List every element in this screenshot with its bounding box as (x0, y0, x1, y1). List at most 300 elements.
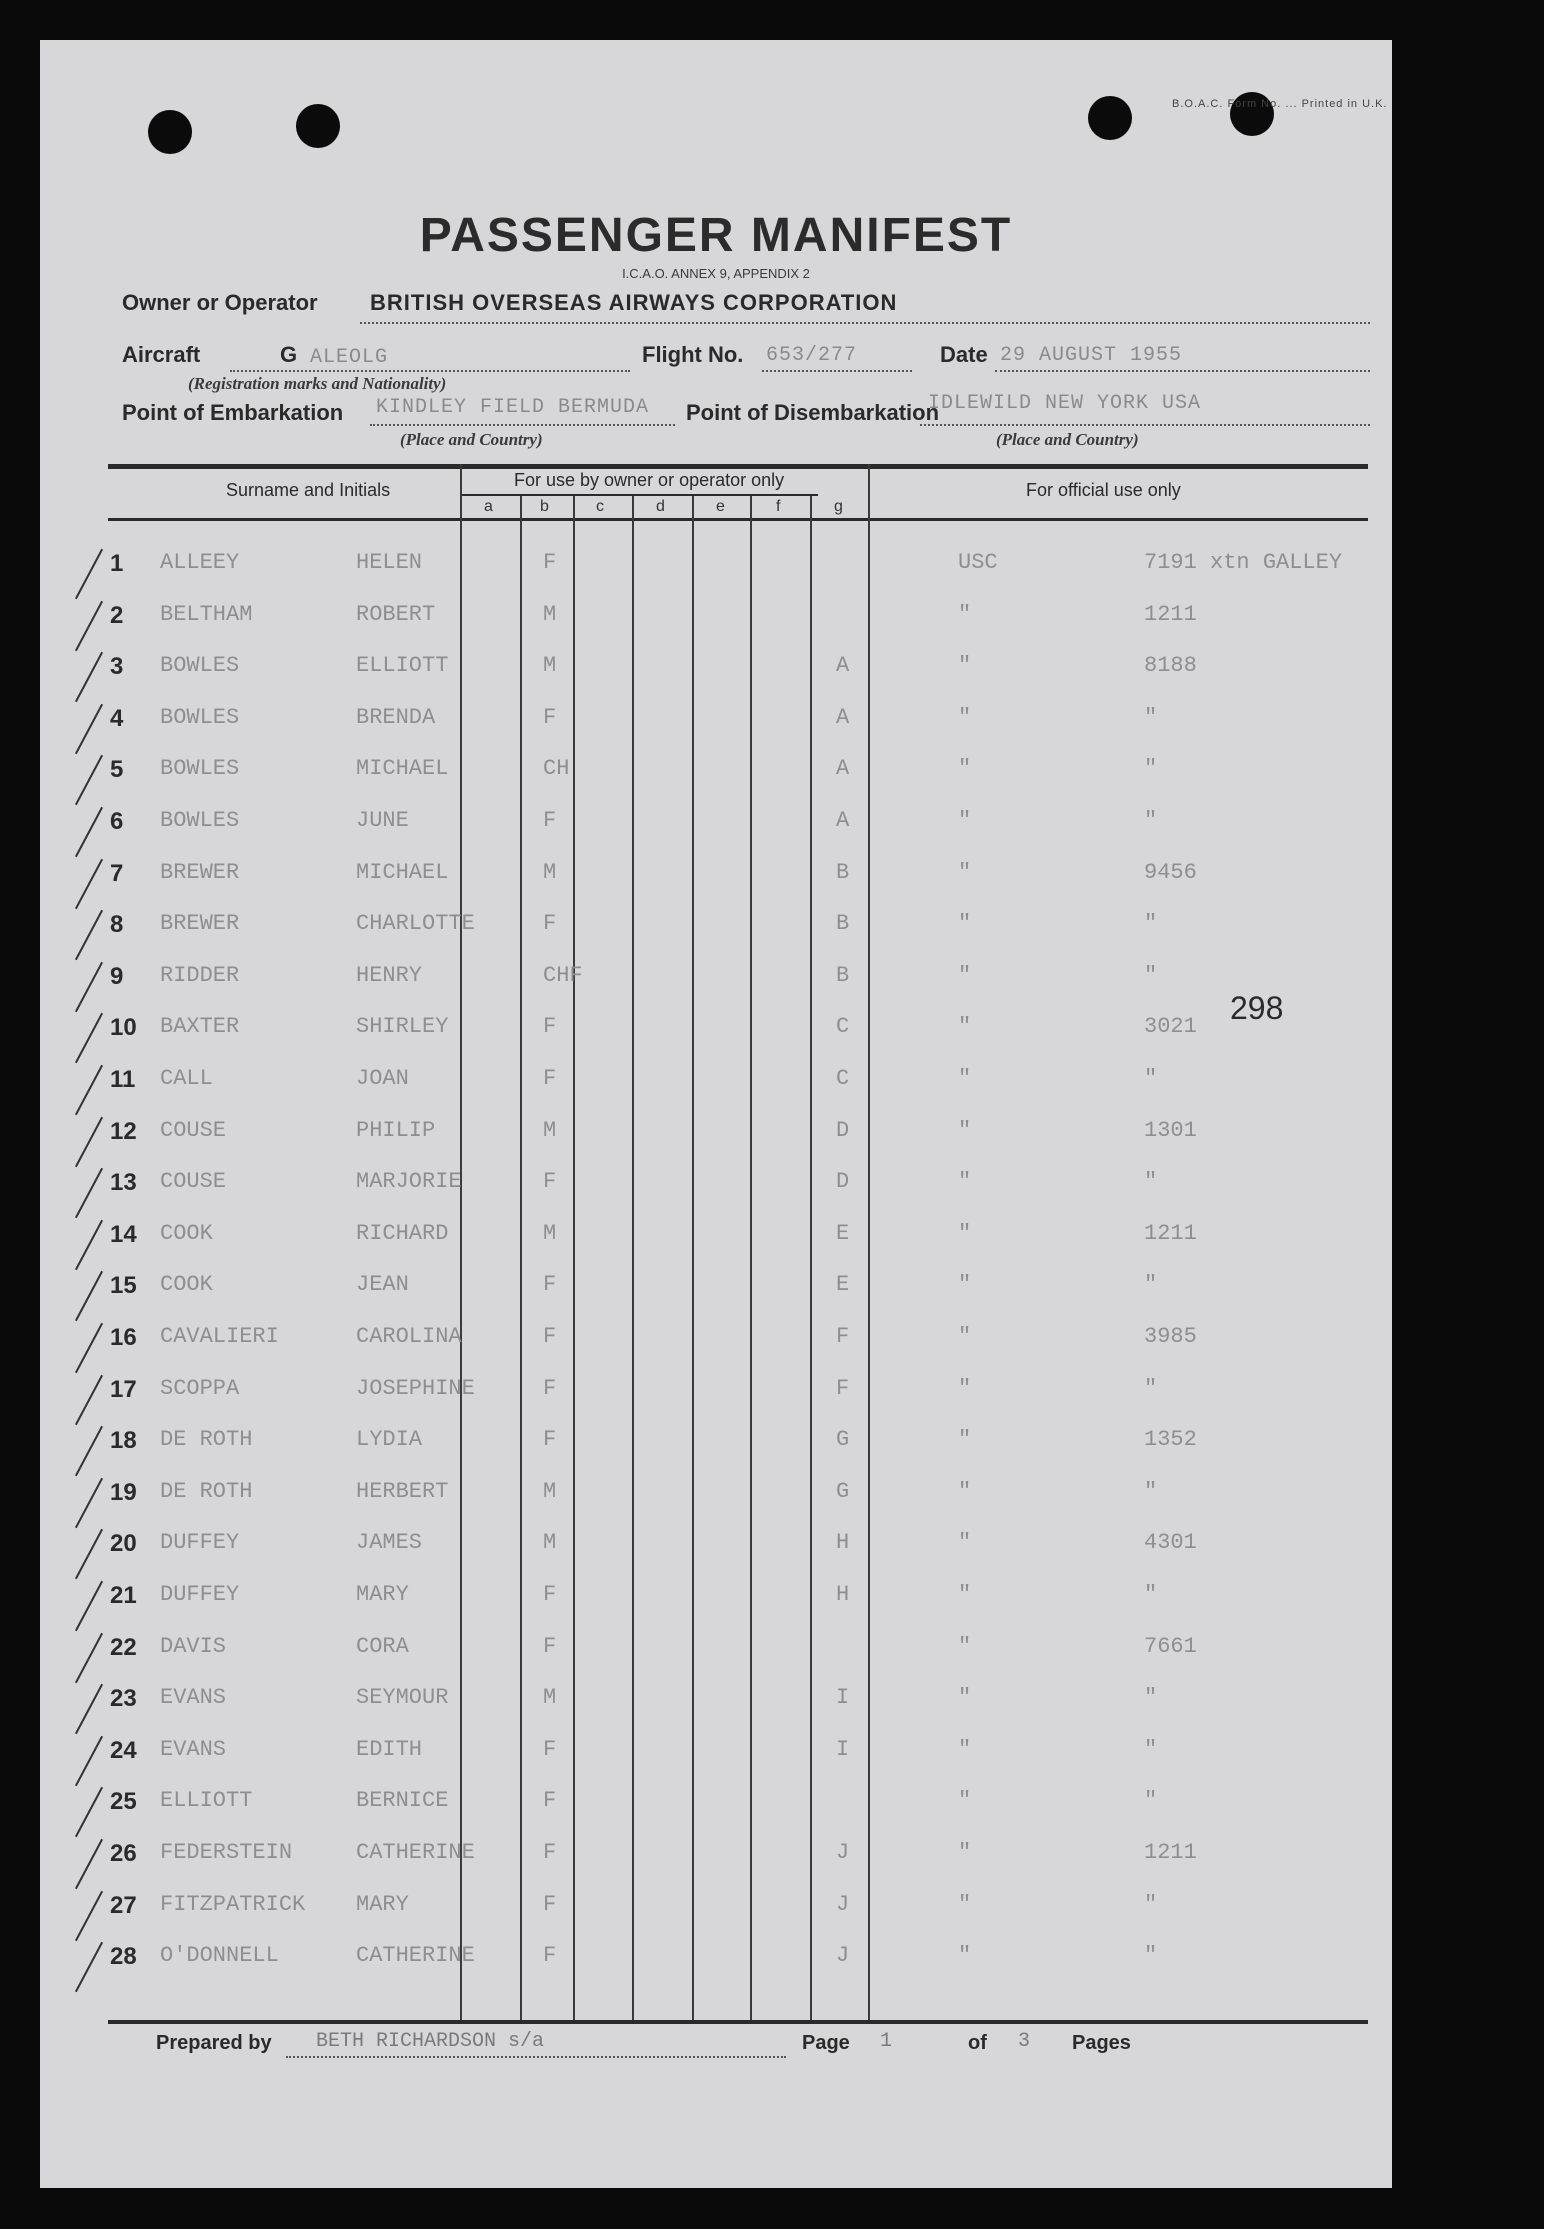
col-d: d (656, 498, 665, 515)
given-name: CHARLOTTE (356, 911, 475, 937)
given-name: JAMES (356, 1530, 423, 1556)
sex: M (543, 1220, 557, 1246)
sex: F (543, 1891, 557, 1917)
official-ref: " (1144, 1891, 1158, 1917)
row-number: 12 (110, 1117, 137, 1145)
date-label: Date (940, 342, 988, 367)
col-f-value: I (836, 1736, 850, 1762)
col-f-value: C (836, 1066, 850, 1091)
surname: EVANS (160, 1685, 227, 1711)
official-ref: " (1144, 1272, 1158, 1298)
official-code: " (958, 704, 972, 730)
official-code: " (958, 962, 972, 988)
check-mark (75, 1013, 103, 1063)
official-code: " (958, 1633, 972, 1659)
col-f-value: A (836, 653, 850, 679)
disembarkation-hint: (Place and Country) (996, 430, 1139, 449)
check-mark (75, 1890, 103, 1940)
disembarkation-value: IDLEWILD NEW YORK USA (928, 392, 1202, 415)
official-ref: " (1144, 1169, 1158, 1195)
passenger-row (40, 1582, 1392, 1634)
official-code: " (958, 1736, 972, 1762)
check-mark (75, 1426, 103, 1476)
row-number: 20 (110, 1530, 137, 1558)
surname: BOWLES (160, 756, 240, 782)
surname: COOK (160, 1272, 213, 1298)
passenger-row (40, 808, 1392, 860)
given-name: LYDIA (356, 1427, 423, 1453)
owner-subhead-rule (460, 494, 818, 496)
check-mark (75, 1323, 103, 1373)
page-subtitle: I.C.A.O. ANNEX 9, APPENDIX 2 (622, 266, 810, 281)
owner-label: Owner or Operator (122, 290, 318, 315)
official-ref: " (1144, 911, 1158, 937)
sex: F (543, 1943, 557, 1969)
col-f-value: G (836, 1478, 850, 1504)
sex: F (543, 1736, 557, 1762)
surname-header: Surname and Initials (226, 480, 391, 500)
aircraft-underline (230, 370, 630, 372)
official-ref: " (1144, 1685, 1158, 1711)
sex: F (543, 1375, 557, 1401)
col-f-value: I (836, 1685, 850, 1711)
official-ref: " (1144, 756, 1158, 782)
check-mark (75, 962, 103, 1012)
col-b: b (540, 498, 549, 515)
row-number: 17 (110, 1375, 137, 1403)
given-name: RICHARD (356, 1220, 449, 1246)
sex: F (543, 1324, 557, 1349)
passenger-row (40, 705, 1392, 757)
passenger-row (40, 653, 1392, 705)
passenger-row (40, 1634, 1392, 1686)
official-code: " (958, 1685, 972, 1711)
check-mark (75, 1271, 103, 1321)
passenger-row (40, 1014, 1392, 1066)
official-ref: " (1144, 1478, 1158, 1504)
date-value: 29 AUGUST 1955 (1000, 344, 1183, 367)
official-ref: " (1144, 962, 1158, 988)
passenger-row (40, 602, 1392, 654)
official-code: " (958, 1840, 972, 1865)
passenger-row (40, 1788, 1392, 1840)
owner-header: For use by owner or operator only (514, 470, 785, 490)
given-name: JOAN (356, 1066, 409, 1091)
official-ref: 1301 (1144, 1117, 1197, 1143)
page-value: 1 (880, 2030, 893, 2053)
surname: COUSE (160, 1117, 227, 1143)
check-mark (75, 1529, 103, 1579)
given-name: CAROLINA (356, 1324, 462, 1349)
official-ref: 8188 (1144, 653, 1197, 679)
row-number: 26 (110, 1840, 137, 1867)
row-number: 9 (110, 962, 124, 990)
page-title: PASSENGER MANIFEST (419, 209, 1013, 262)
embarkation-label: Point of Embarkation (122, 400, 344, 425)
margin-note: 298 (1230, 990, 1284, 1026)
sex: F (543, 911, 557, 937)
official-ref: " (1144, 704, 1158, 730)
check-mark (75, 1478, 103, 1528)
flight-value: 653/277 (766, 344, 858, 367)
col-e: e (716, 498, 725, 515)
given-name: BERNICE (356, 1788, 449, 1814)
passenger-row (40, 1737, 1392, 1789)
total-value: 3 (1018, 2030, 1031, 2053)
passenger-row (40, 963, 1392, 1015)
official-code: " (958, 1375, 972, 1401)
col-f-value: A (836, 808, 850, 833)
surname: COOK (160, 1220, 213, 1246)
col-c: c (596, 498, 604, 515)
official-ref: 1211 (1144, 601, 1197, 627)
col-f-value: J (836, 1891, 850, 1917)
row-number: 10 (110, 1014, 137, 1042)
row-number: 15 (110, 1272, 137, 1300)
row-number: 28 (110, 1943, 137, 1971)
sex: CHF (543, 962, 583, 988)
given-name: MARJORIE (356, 1169, 462, 1195)
official-ref: " (1144, 1582, 1158, 1607)
sex: F (543, 550, 557, 575)
disembarkation-label: Point of Disembarkation (686, 400, 940, 425)
given-name: HENRY (356, 962, 423, 988)
row-number: 23 (110, 1685, 137, 1713)
given-name: SHIRLEY (356, 1014, 449, 1040)
check-mark (75, 1581, 103, 1631)
surname: DE ROTH (160, 1478, 253, 1504)
page-label: Page (802, 2032, 850, 2054)
check-mark (75, 600, 103, 650)
col-f-value: H (836, 1582, 850, 1607)
col-f-value: J (836, 1943, 850, 1969)
aircraft-label: Aircraft (122, 342, 201, 367)
official-ref: 7191 xtn GALLEY (1144, 550, 1343, 575)
row-number: 5 (110, 756, 124, 784)
surname: BREWER (160, 911, 240, 937)
aircraft-value: G (280, 342, 299, 367)
surname: COUSE (160, 1169, 227, 1195)
official-ref: 3985 (1144, 1324, 1197, 1349)
sex: M (543, 859, 557, 885)
embarkation-underline (370, 424, 675, 426)
row-number: 16 (110, 1324, 137, 1351)
given-name: BRENDA (356, 704, 436, 730)
official-code: " (958, 1788, 972, 1814)
surname: BOWLES (160, 653, 240, 679)
disembarkation-underline (920, 424, 1370, 426)
col-f-value: E (836, 1220, 850, 1246)
official-ref: " (1144, 1943, 1158, 1969)
check-mark (75, 549, 103, 599)
official-code: " (958, 859, 972, 885)
check-mark (75, 1684, 103, 1734)
official-code: " (958, 1272, 972, 1298)
col-f-value: D (836, 1117, 850, 1143)
sex: M (543, 1685, 557, 1711)
official-code: " (958, 1427, 972, 1453)
sex: F (543, 1427, 557, 1453)
sex: M (543, 653, 557, 679)
col-f-value: E (836, 1272, 850, 1298)
sex: F (543, 1014, 557, 1040)
prepared-value: BETH RICHARDSON s/a (316, 2030, 545, 2053)
aircraft-filled: ALEOLG (310, 346, 389, 369)
passenger-row (40, 1221, 1392, 1273)
punch-hole-1 (148, 110, 192, 154)
flight-label: Flight No. (642, 342, 744, 367)
surname: DUFFEY (160, 1530, 240, 1556)
surname: FITZPATRICK (160, 1891, 306, 1917)
check-mark (75, 1168, 103, 1218)
official-code: " (958, 1324, 972, 1349)
official-ref: 3021 (1144, 1014, 1197, 1040)
check-mark (75, 807, 103, 857)
official-code: " (958, 1478, 972, 1504)
given-name: SEYMOUR (356, 1685, 449, 1711)
col-f: f (776, 498, 781, 515)
check-mark (75, 1736, 103, 1786)
passenger-row (40, 1324, 1392, 1376)
passenger-row (40, 1840, 1392, 1892)
manifest-page (40, 40, 1392, 2188)
passenger-row (40, 1169, 1392, 1221)
sex: F (543, 808, 557, 833)
pages-label: Pages (1072, 2032, 1131, 2054)
official-ref: " (1144, 1788, 1158, 1814)
passenger-row (40, 756, 1392, 808)
given-name: MARY (356, 1891, 409, 1917)
col-f-value: B (836, 911, 850, 937)
check-mark (75, 1116, 103, 1166)
given-name: MARY (356, 1582, 409, 1607)
check-mark (75, 1787, 103, 1837)
sex: F (543, 1272, 557, 1298)
row-number: 4 (110, 704, 124, 732)
col-a: a (484, 498, 493, 515)
passenger-row (40, 1118, 1392, 1170)
passenger-row (40, 1376, 1392, 1428)
date-underline (995, 370, 1370, 372)
row-number: 21 (110, 1582, 137, 1609)
given-name: EDITH (356, 1736, 423, 1762)
col-f-value: B (836, 859, 850, 885)
official-ref: 1211 (1144, 1220, 1197, 1246)
row-number: 22 (110, 1633, 137, 1661)
given-name: ELLIOTT (356, 653, 449, 679)
check-mark (75, 910, 103, 960)
sex: F (543, 1066, 557, 1091)
punch-hole-3 (1088, 96, 1132, 140)
official-ref: " (1144, 1375, 1158, 1401)
official-ref: " (1144, 1736, 1158, 1762)
official-code: " (958, 1530, 972, 1556)
col-g: g (834, 498, 843, 515)
col-f-value: J (836, 1840, 850, 1865)
surname: BELTHAM (160, 601, 253, 627)
col-f-value: H (836, 1530, 850, 1556)
official-code: " (958, 601, 972, 627)
passenger-row (40, 550, 1392, 602)
official-header: For official use only (1026, 480, 1181, 500)
surname: DUFFEY (160, 1582, 240, 1607)
official-ref: " (1144, 1066, 1158, 1091)
official-ref: 1352 (1144, 1427, 1197, 1453)
official-code: " (958, 911, 972, 937)
prepared-label: Prepared by (156, 2032, 272, 2054)
row-number: 24 (110, 1736, 137, 1764)
row-number: 1 (110, 550, 124, 577)
sex: M (543, 1478, 557, 1504)
table-bottom-rule (108, 2020, 1368, 2024)
row-number: 18 (110, 1427, 137, 1455)
official-ref: 7661 (1144, 1633, 1197, 1659)
given-name: HERBERT (356, 1478, 449, 1504)
embarkation-hint: (Place and Country) (400, 430, 543, 449)
given-name: JOSEPHINE (356, 1375, 475, 1401)
form-code: B.O.A.C. Form No. ... Printed in U.K. (1172, 98, 1388, 110)
check-mark (75, 1374, 103, 1424)
row-number: 25 (110, 1788, 137, 1816)
official-ref: " (1144, 808, 1158, 833)
official-code: " (958, 1582, 972, 1607)
embarkation-value: KINDLEY FIELD BERMUDA (376, 396, 650, 419)
surname: BREWER (160, 859, 240, 885)
sex: M (543, 1117, 557, 1143)
row-number: 7 (110, 859, 124, 887)
col-f-value: D (836, 1169, 850, 1195)
official-code: " (958, 1943, 972, 1969)
row-number: 14 (110, 1220, 137, 1248)
table-top-rule (108, 464, 1368, 469)
row-number: 8 (110, 911, 124, 939)
passenger-row (40, 911, 1392, 963)
official-code: " (958, 653, 972, 679)
surname: BOWLES (160, 808, 240, 833)
col-f-value: A (836, 704, 850, 730)
given-name: HELEN (356, 550, 423, 575)
row-number: 27 (110, 1891, 137, 1919)
official-ref: 9456 (1144, 859, 1197, 885)
table-head-rule (108, 518, 1368, 521)
check-mark (75, 858, 103, 908)
official-ref: 1211 (1144, 1840, 1197, 1865)
official-code: " (958, 1891, 972, 1917)
official-ref: 4301 (1144, 1530, 1197, 1556)
surname: ALLEEY (160, 550, 240, 575)
official-code: " (958, 1014, 972, 1040)
passenger-row (40, 860, 1392, 912)
given-name: ROBERT (356, 601, 436, 627)
prepared-underline (286, 2056, 786, 2058)
surname: SCOPPA (160, 1375, 240, 1401)
sex: F (543, 1633, 557, 1659)
check-mark (75, 1065, 103, 1115)
punch-hole-2 (296, 104, 340, 148)
sex: M (543, 601, 557, 627)
official-code: " (958, 808, 972, 833)
sex: CH (543, 756, 570, 782)
given-name: JUNE (356, 808, 409, 833)
given-name: CATHERINE (356, 1840, 475, 1865)
owner-value: BRITISH OVERSEAS AIRWAYS CORPORATION (370, 290, 898, 315)
col-f-value: F (836, 1324, 850, 1349)
passenger-row (40, 1943, 1392, 1995)
row-number: 2 (110, 601, 124, 629)
surname: RIDDER (160, 962, 240, 988)
given-name: JEAN (356, 1272, 409, 1298)
sex: F (543, 1169, 557, 1195)
official-code: " (958, 1117, 972, 1143)
surname: FEDERSTEIN (160, 1840, 293, 1865)
sex: F (543, 704, 557, 730)
row-number: 6 (110, 808, 124, 835)
check-mark (75, 704, 103, 754)
official-code: USC (958, 550, 998, 575)
sex: F (543, 1788, 557, 1814)
passenger-row (40, 1272, 1392, 1324)
passenger-row (40, 1685, 1392, 1737)
surname: DE ROTH (160, 1427, 253, 1453)
check-mark (75, 1220, 103, 1270)
col-f-value: G (836, 1427, 850, 1453)
row-number: 3 (110, 653, 124, 681)
passenger-row (40, 1066, 1392, 1118)
surname: DAVIS (160, 1633, 227, 1659)
col-f-value: A (836, 756, 850, 782)
flight-underline (762, 370, 912, 372)
check-mark (75, 1839, 103, 1889)
passenger-row (40, 1892, 1392, 1944)
given-name: PHILIP (356, 1117, 436, 1143)
check-mark (75, 652, 103, 702)
surname: CALL (160, 1066, 213, 1091)
col-f-value: C (836, 1014, 850, 1040)
check-mark (75, 1632, 103, 1682)
official-code: " (958, 756, 972, 782)
official-code: " (958, 1066, 972, 1091)
check-mark (75, 1942, 103, 1992)
passenger-row (40, 1530, 1392, 1582)
official-code: " (958, 1169, 972, 1195)
col-f-value: F (836, 1375, 850, 1401)
sex: F (543, 1582, 557, 1607)
passenger-row (40, 1427, 1392, 1479)
surname: CAVALIERI (160, 1324, 279, 1349)
surname: EVANS (160, 1736, 227, 1762)
of-label: of (968, 2032, 987, 2054)
owner-underline (360, 322, 1370, 324)
surname: O'DONNELL (160, 1943, 279, 1969)
given-name: CATHERINE (356, 1943, 475, 1969)
check-mark (75, 755, 103, 805)
aircraft-hint: (Registration marks and Nationality) (188, 374, 447, 393)
passenger-row (40, 1479, 1392, 1531)
col-f-value: B (836, 962, 850, 988)
surname: ELLIOTT (160, 1788, 253, 1814)
sex: M (543, 1530, 557, 1556)
given-name: MICHAEL (356, 756, 449, 782)
row-number: 13 (110, 1169, 137, 1197)
surname: BAXTER (160, 1014, 240, 1040)
given-name: CORA (356, 1633, 409, 1659)
surname: BOWLES (160, 704, 240, 730)
row-number: 11 (110, 1066, 136, 1093)
row-number: 19 (110, 1478, 137, 1506)
sex: F (543, 1840, 557, 1865)
given-name: MICHAEL (356, 859, 449, 885)
official-code: " (958, 1220, 972, 1246)
